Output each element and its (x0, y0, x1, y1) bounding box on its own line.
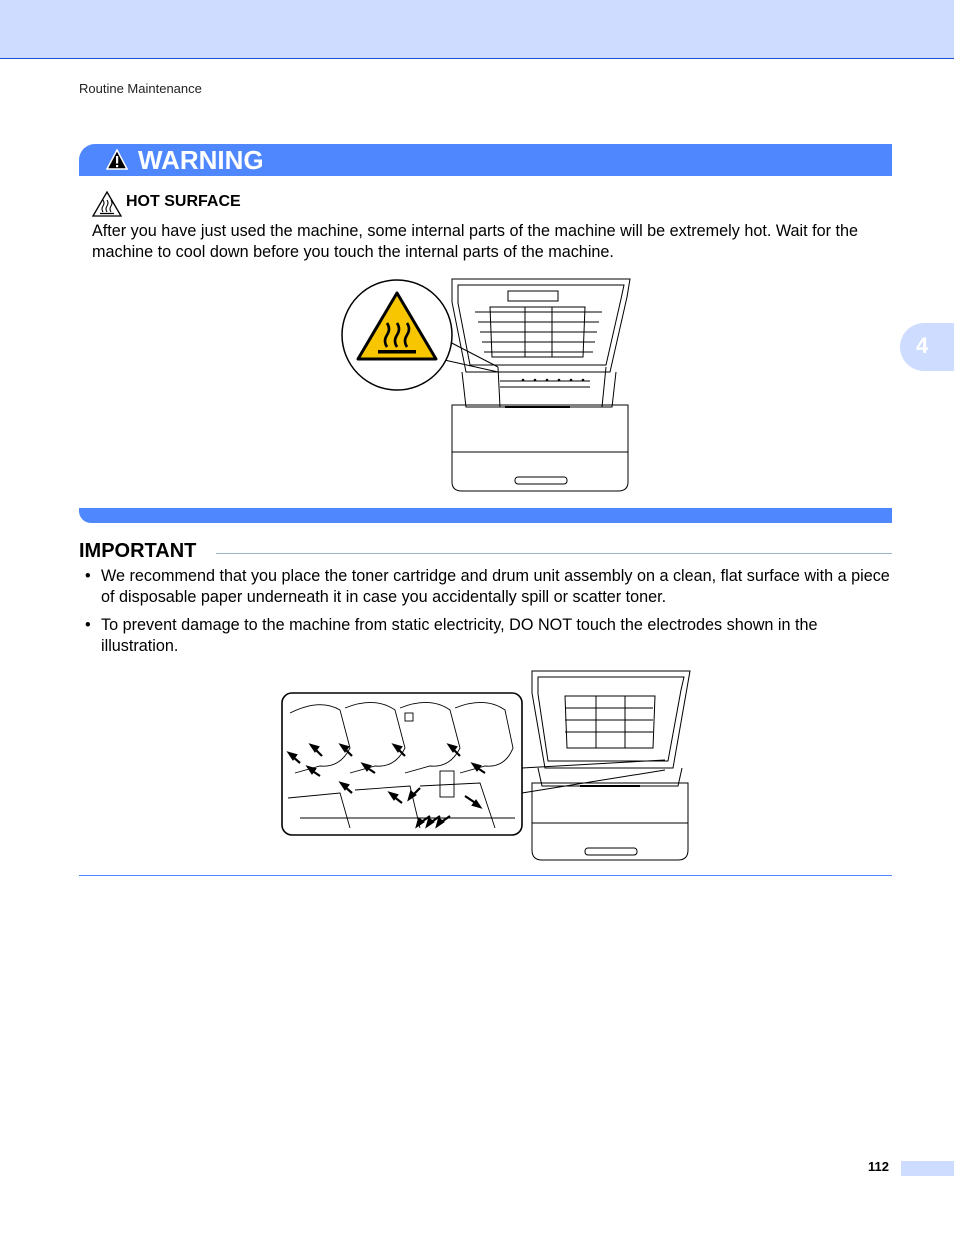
top-header-band (0, 0, 954, 59)
running-header: Routine Maintenance (79, 81, 202, 96)
warning-banner (79, 144, 892, 176)
warning-body-text: After you have just used the machine, some internal parts of the machine will be extremely hot. Wait for the machine to cool down before you touch the internal parts of the machine. (92, 222, 858, 261)
hot-surface-icon (92, 191, 122, 217)
hot-surface-illustration (340, 277, 635, 497)
warning-triangle-icon (106, 149, 128, 171)
chapter-number: 4 (916, 333, 929, 358)
list-item: • To prevent damage to the machine from static electricity, DO NOT touch the electrodes shown in the illustration. (85, 616, 818, 655)
chapter-tab[interactable] (900, 323, 954, 371)
section-end-rule (79, 875, 892, 876)
warning-title: WARNING (138, 145, 264, 175)
important-rule (216, 553, 892, 554)
important-list (85, 566, 892, 664)
page-number-tab (901, 1161, 954, 1176)
important-title: IMPORTANT (79, 540, 197, 562)
list-item: • We recommend that you place the toner cartridge and drum unit assembly on a clean, flat surface with a piece of disposable paper underneath it in case you accidentally spill or scatter toner. (85, 567, 890, 606)
electrodes-illustration (280, 668, 695, 863)
warning-end-bar (79, 508, 892, 523)
page-number: 112 (868, 1159, 889, 1174)
hot-surface-heading: HOT SURFACE (126, 193, 241, 210)
